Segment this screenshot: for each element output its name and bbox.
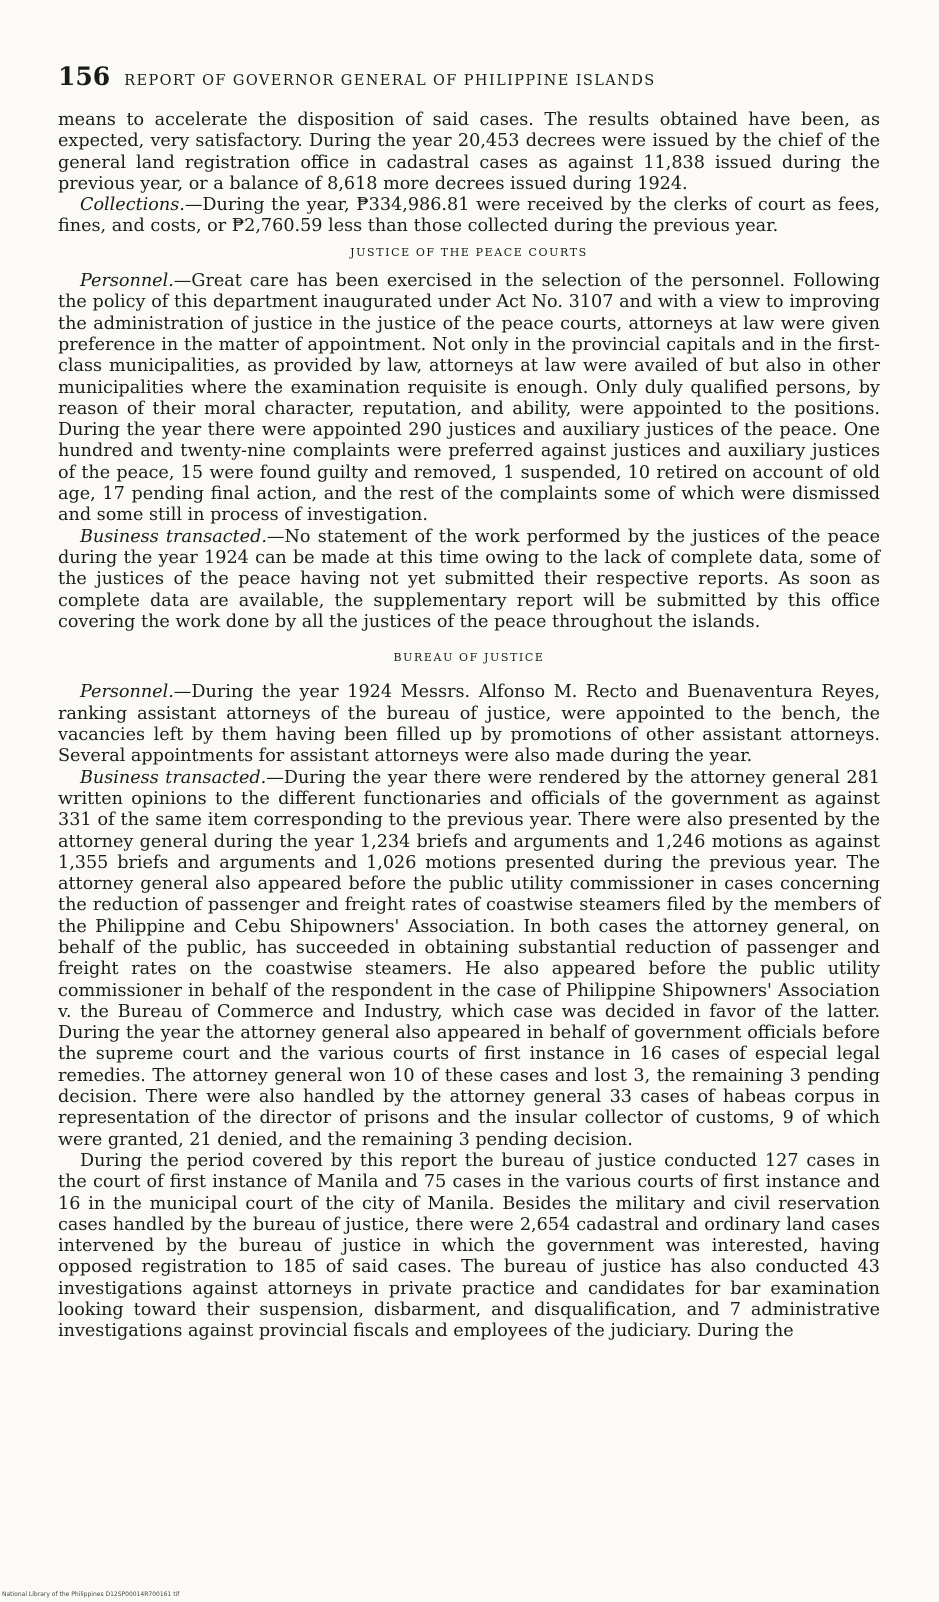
- paragraph-continuation: means to accelerate the disposition of said cases. The results obtained have been, as expected, very satisfactory. During the year 20,453 decrees were issued by the chief of the general land registration office in cadastral cases as against 11,838 issued during the previous year, or a balance of 8,618 more decrees issued during 1924.: [58, 110, 880, 194]
- subheading-personnel: Personnel.: [80, 682, 174, 703]
- running-title: REPORT OF GOVERNOR GENERAL OF PHILIPPINE ISLANDS: [124, 73, 656, 89]
- subheading-personnel: Personnel.: [80, 271, 174, 292]
- scan-footer: National Library of the Philippines D12SP00014R700161 tif: [2, 1591, 180, 1598]
- paragraph-bj-period: During the period covered by this report the bureau of justice conducted 127 cases in the court of first instance of Manila and 75 cases in the various courts of first instance and 16 in the municipal court of the city of Manila. Besides the military and civil reservation cases handled by the bureau of justice, there were 2,654 cadastral and ordinary land cases intervened by the bureau of justice in which the government was interested, having opposed registration to 185 of said cases. The bureau of justice has also conducted 43 investigations against attorneys in private practice and candidates for bar examination looking toward their suspension, disbarment, and disqualification, and 7 administrative investigations against provincial fiscals and employees of the judiciary. During the: [58, 1150, 880, 1342]
- paragraph-bj-business: [58, 768, 880, 1151]
- jp-personnel-text: —Great care has been exercised in the selection of the personnel. Following the policy of this department inaugurated under Act No. 3107 and with a view to improving the administration of justice in the justice of the peace courts, attorneys at law were given preference in the matter of appointment. Not only in the provincial capitals and in the first-class municipalities, as provided by law, attorneys at law were availed of but also in other municipalities where the examination requisite is enough. Only duly qualified persons, by reason of their moral character, reputation, and ability, were appointed to the positions. During the year there were appointed 290 justices and auxiliary justices of the peace. One hundred and twenty-nine complaints were preferred against justices and auxiliary justices of the peace, 15 were found guilty and removed, 1 suspended, 10 retired on account of old age, 17 pending final action, and the rest of the complaints some of which were dismissed and some still in process of investigation.: [58, 271, 880, 526]
- section-heading-bureau-of-justice: BUREAU OF JUSTICE: [393, 651, 545, 665]
- paragraph-collections: [58, 195, 880, 238]
- collections-text: —During the year, ₱334,986.81 were received by the clerks of court as fees, fines, and costs, or ₱2,760.59 less than those collected during the previous year.: [58, 195, 880, 237]
- body-text: [58, 110, 880, 1343]
- subheading-business-transacted: Business transacted.: [80, 526, 267, 547]
- section-heading-justice-of-peace: JUSTICE OF THE PEACE COURTS: [350, 245, 588, 259]
- subheading-business-transacted: Business transacted.: [80, 767, 267, 788]
- paragraph-jp-business: [58, 527, 880, 633]
- jp-business-text: —No statement of the work performed by the justices of the peace during the year 1924 can be made at this time owing to the lack of complete data, some of the justices of the peace having not yet submitted their respective reports. As soon as complete data are available, the supplementary report will be submitted by this office covering the work done by all the justices of the peace throughout the islands.: [58, 526, 880, 632]
- paragraph-jp-personnel: [58, 271, 880, 527]
- paragraph-bj-personnel: [58, 682, 880, 767]
- page-number: 156: [58, 62, 111, 91]
- bj-personnel-text: —During the year 1924 Messrs. Alfonso M. Recto and Buenaventura Reyes, ranking assistant attorneys of the bureau of justice, were appointed to the bench, the vacancies left by them having been filled up by promotions of other assistant attorneys. Several appointments for assistant attorneys were also made during the year.: [58, 682, 880, 767]
- subheading-collections: Collections.: [80, 195, 185, 216]
- running-head: [58, 62, 878, 91]
- bj-business-text: —During the year there were rendered by the attorney general 281 written opinions to the different functionaries and officials of the government as against 331 of the same item corresponding to the previous year. There were also presented by the attorney general during the year 1,234 briefs and arguments and 1,246 motions as against 1,355 briefs and arguments and 1,026 motions presented during the previous year. The attorney general also appeared before the public utility commissioner in cases concerning the reduction of passenger and freight rates of coastwise steamers filed by the members of the Philippine and Cebu Shipowners' Association. In both cases the attorney general, on behalf of the public, has succeeded in obtaining substantial reduction of passenger and freight rates on the coastwise steamers. He also appeared before the public utility commissioner in behalf of the respondent in the case of Philippine Shipowners' Association v. the Bureau of Commerce and Industry, which case was decided in favor of the latter. During the year the attorney general also appeared in behalf of government officials before the supreme court and the various courts of first instance in 16 cases of especial legal remedies. The attorney general won 10 of these cases and lost 3, the remaining 3 pending decision. There were also handled by the attorney general 33 cases of habeas corpus in representation of the director of prisons and the insular collector of customs, 9 of which were granted, 21 denied, and the remaining 3 pending decision.: [58, 767, 880, 1150]
